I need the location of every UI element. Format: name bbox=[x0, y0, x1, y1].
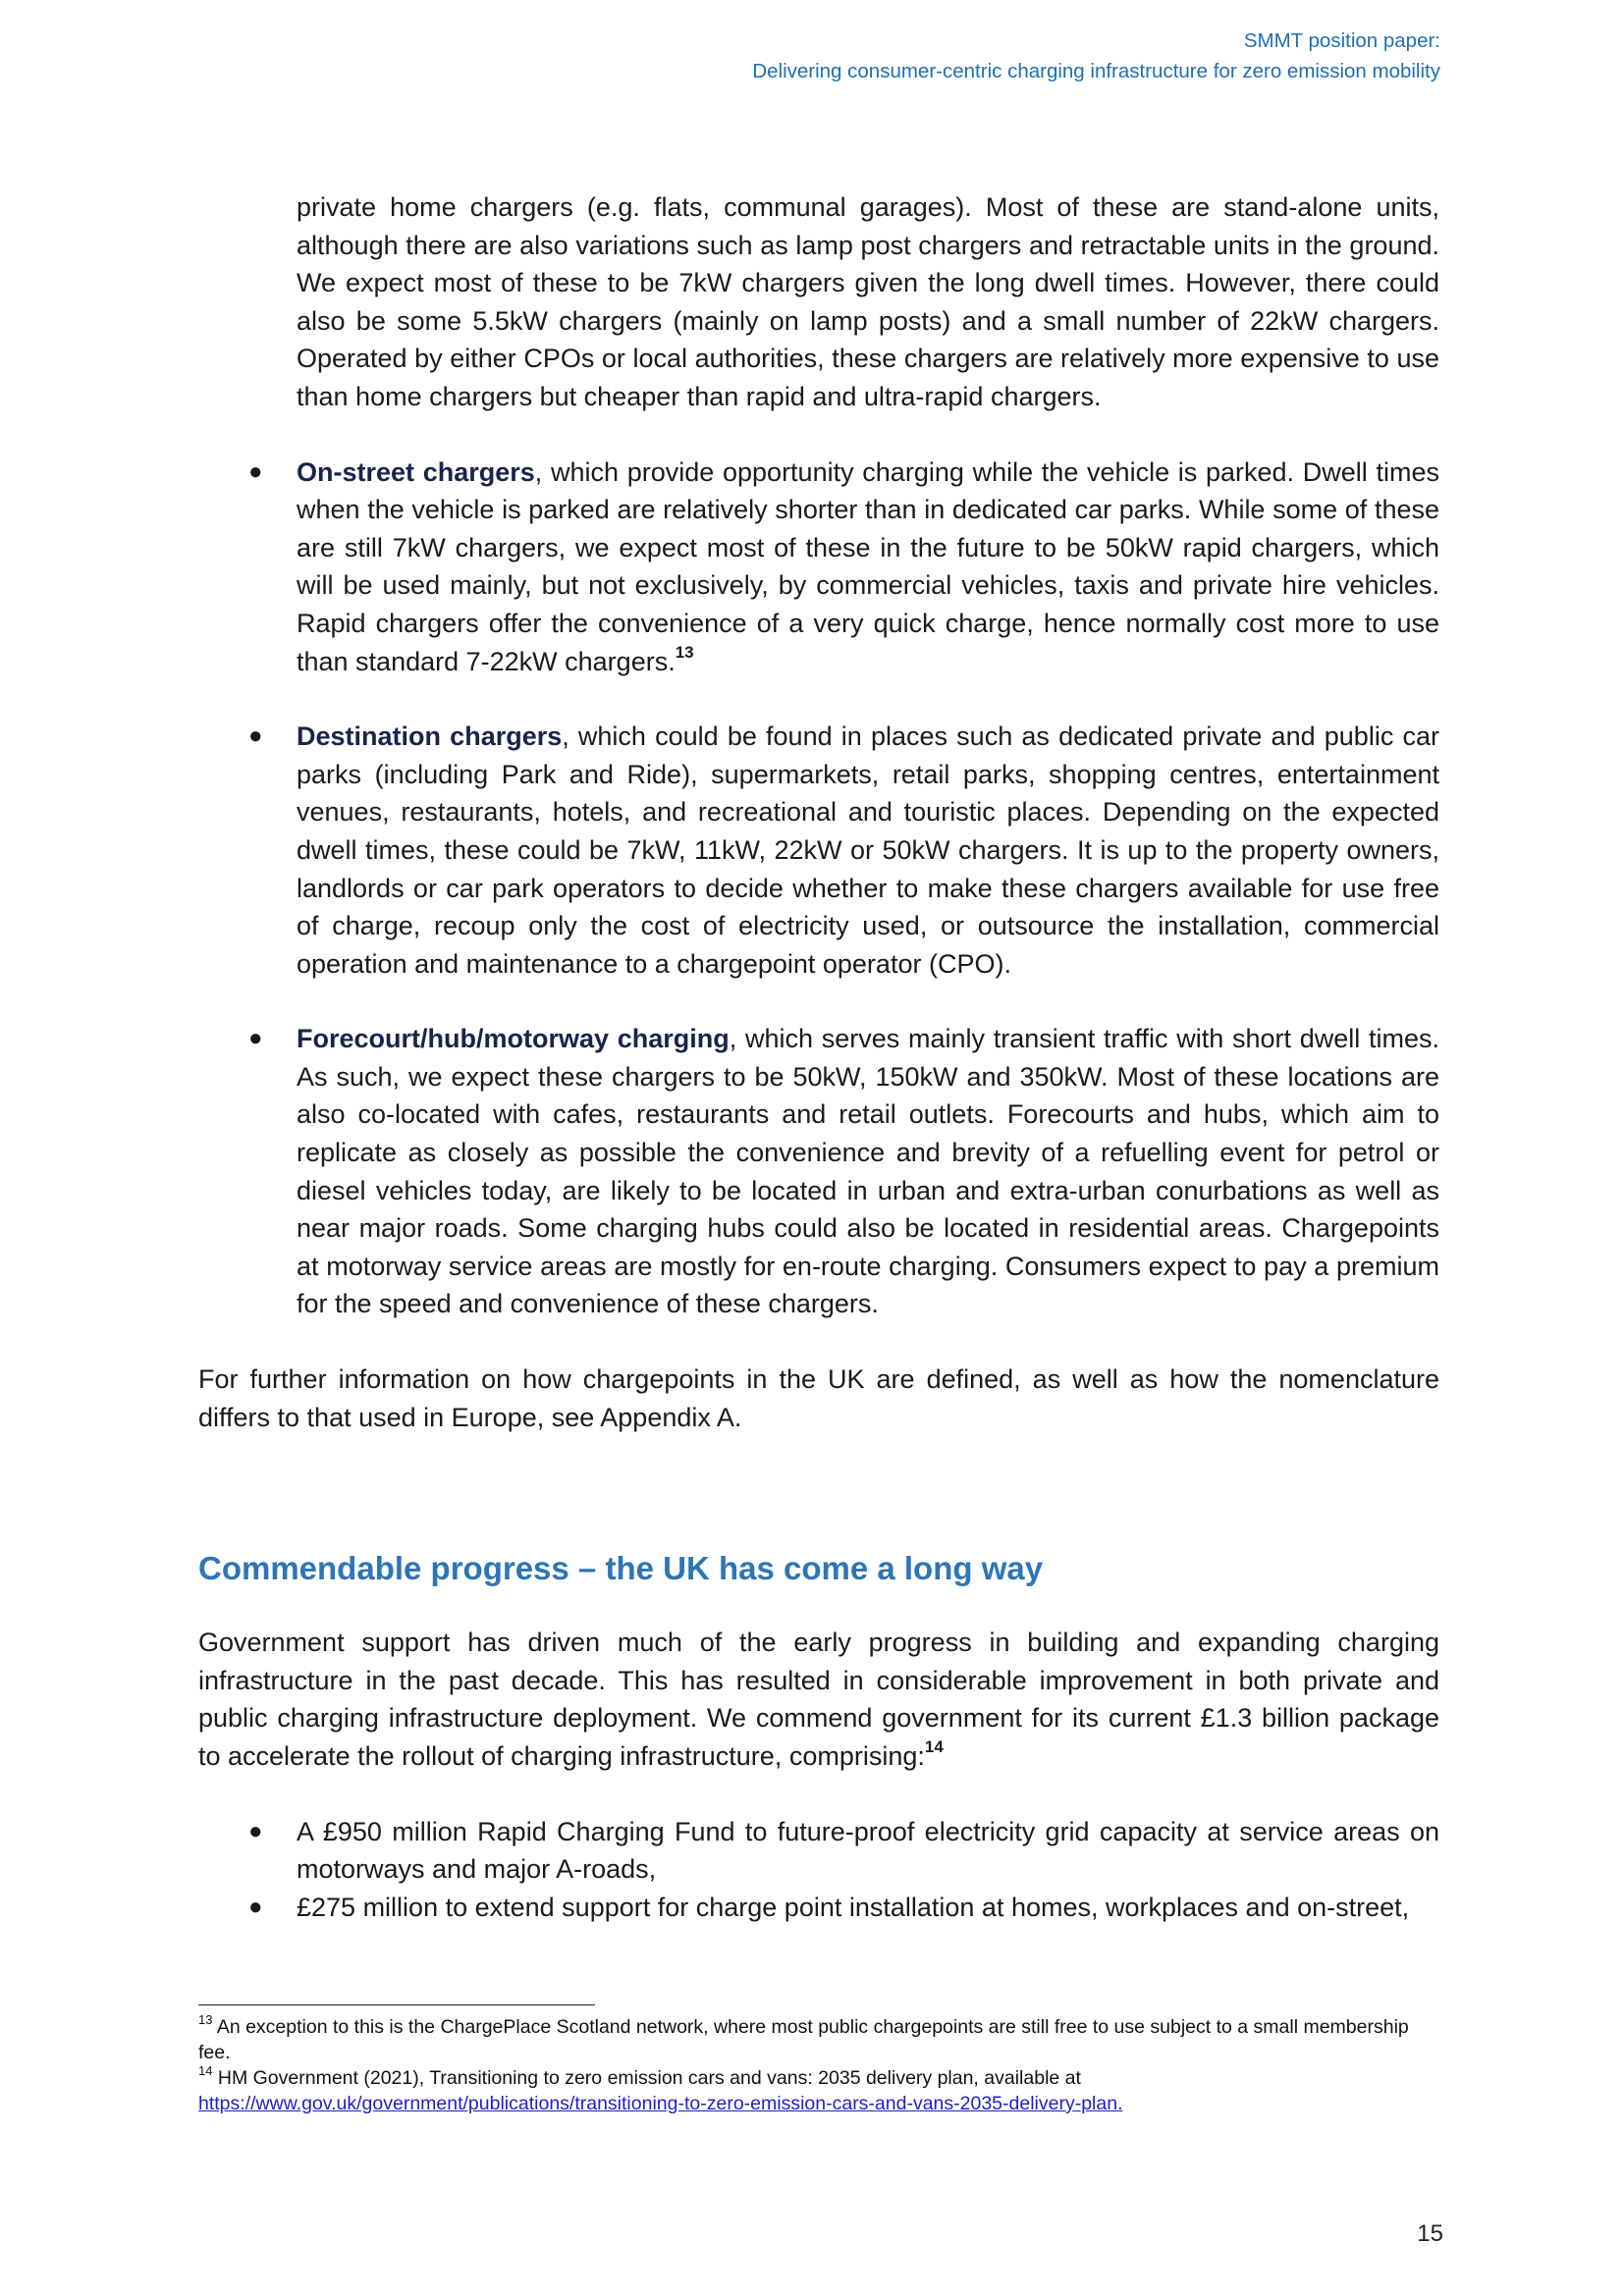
bullet-icon: ● bbox=[248, 457, 263, 485]
list-item-forecourt bbox=[198, 1020, 1439, 1323]
footnote-14 bbox=[198, 2062, 1439, 2116]
desc-forecourt: , which serves mainly transient traffic with short dwell times. As such, we expect these chargers to be 50kW, 150kW and 350kW. Most of these locations are also co-located with cafes, restaurants and retail outlets. Forecourts and hubs, which aim to replicate as closely as possible the convenience and brevity of a refuelling event for petrol or diesel vehicles today, are likely to be located in urban and extra-urban conurbations as well as near major roads. Some charging hubs could also be located in residential areas. Chargepoints at motorway service areas are mostly for en-route charging. Consumers expect to pay a premium for the speed and convenience of these chargers. bbox=[297, 1024, 1439, 1319]
list-item-on-street bbox=[198, 454, 1439, 681]
package-item-text: A £950 million Rapid Charging Fund to future-proof electricity grid capacity at service areas on motorways and major A-roads, bbox=[297, 1816, 1439, 1885]
bullet-icon: ● bbox=[248, 1025, 263, 1052]
desc-on-street: , which provide opportunity charging while the vehicle is parked. Dwell times when the vehicle is parked are relatively shorter than in dedicated car parks. While some of these are still 7kW chargers, we expect most of these in the future to be 50kW rapid chargers, which will be used mainly, but not exclusively, by commercial vehicles, taxis and private hire vehicles. Rapid chargers offer the convenience of a very quick charge, hence normally cost more to use than standard 7-22kW chargers. bbox=[297, 456, 1439, 676]
footnote-number: 14 bbox=[198, 2062, 213, 2078]
bullet-icon: ● bbox=[248, 1893, 263, 1920]
section-body bbox=[198, 1624, 1439, 1775]
section-heading: Commendable progress – the UK has come a long way bbox=[198, 1550, 1044, 1587]
list-item-package-2 bbox=[198, 1889, 1439, 1927]
package-item-text: £275 million to extend support for charge point installation at homes, workplaces and on-street, bbox=[297, 1892, 1410, 1922]
footnote-text: An exception to this is the ChargePlace Scotland network, where most public chargepoints are still free to use subject to a small membership fee. bbox=[198, 2016, 1409, 2063]
footnote-ref-14[interactable]: 14 bbox=[924, 1737, 944, 1756]
desc-destination: , which could be found in places such as dedicated private and public car parks (including Park and Ride), supermarkets, retail parks, shopping centres, entertainment venues, restaurants, hotels, and recreational and touristic places. Depending on the expected dwell times, these could be 7kW, 11kW, 22kW or 50kW chargers. It is up to the property owners, landlords or car park operators to decide whether to make these chargers available for use free of charge, recoup only the cost of electricity used, or outsource the installation, commercial operation and maintenance to a chargepoint operator (CPO). bbox=[297, 721, 1439, 979]
footnote-link[interactable]: https://www.gov.uk/government/publications/transitioning-to-zero-emission-cars-and-vans-2035-delivery-plan. bbox=[198, 2093, 1123, 2114]
header-subtitle: Delivering consumer-centric charging infrastructure for zero emission mobility bbox=[752, 60, 1440, 82]
further-info: For further information on how chargepoints in the UK are defined, as well as how the nomenclature differs to that used in Europe, see Appendix A. bbox=[198, 1364, 1439, 1432]
section-body-text: Government support has driven much of the early progress in building and expanding charging infrastructure in the past decade. This has resulted in considerable improvement in both private and public charging infrastructure deployment. We commend government for its current £1.3 billion package to accelerate the rollout of charging infrastructure, comprising: bbox=[198, 1628, 1439, 1771]
page-number: 15 bbox=[1417, 2220, 1443, 2247]
footnote-divider bbox=[198, 2004, 595, 2005]
term-on-street: On-street chargers bbox=[297, 456, 535, 487]
bullet-icon: ● bbox=[248, 722, 263, 750]
list-item-package-1 bbox=[198, 1813, 1439, 1889]
term-destination: Destination chargers bbox=[297, 721, 563, 752]
header-title: SMMT position paper: bbox=[1243, 29, 1440, 52]
bullet-icon: ● bbox=[248, 1817, 263, 1844]
footnote-13 bbox=[198, 2011, 1439, 2065]
footnote-ref-13[interactable]: 13 bbox=[675, 642, 694, 662]
page-header bbox=[752, 26, 1440, 86]
footnote-number: 13 bbox=[198, 2011, 213, 2027]
list-item-destination bbox=[198, 718, 1439, 983]
footnote-text: HM Government (2021), Transitioning to zero emission cars and vans: 2035 delivery plan, available at bbox=[217, 2067, 1081, 2089]
footnotes bbox=[198, 2011, 1439, 2116]
main-content bbox=[198, 188, 1439, 1926]
term-forecourt: Forecourt/hub/motorway charging bbox=[297, 1024, 730, 1054]
intro-continuation: private home chargers (e.g. flats, communal garages). Most of these are stand-alone units, although there are also variations such as lamp post chargers and retractable units in the ground. We expect most of these to be 7kW chargers given the long dwell times. However, there could also be some 5.5kW chargers (mainly on lamp posts) and a small number of 22kW chargers. Operated by either CPOs or local authorities, these chargers are relatively more expensive to use than home chargers but cheaper than rapid and ultra-rapid chargers. bbox=[297, 192, 1439, 411]
